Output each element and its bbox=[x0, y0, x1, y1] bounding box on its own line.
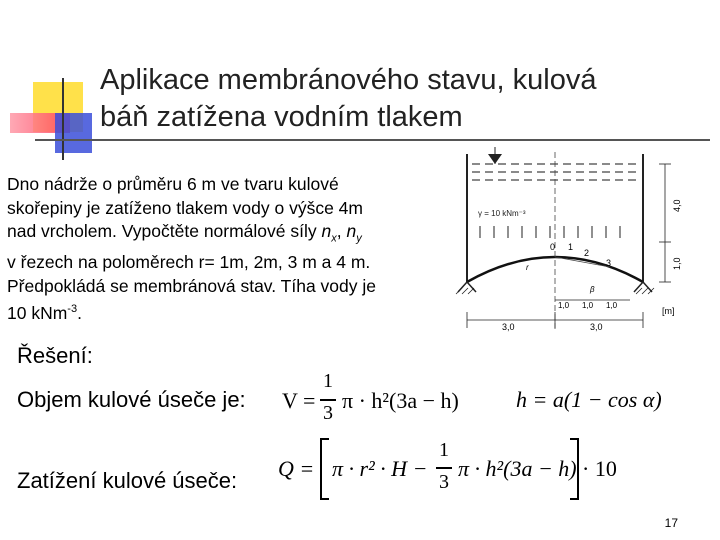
decor-horizontal-line bbox=[35, 139, 710, 141]
task-line-6-superscript: -3 bbox=[67, 303, 78, 315]
volume-fraction-numerator: 1 bbox=[323, 370, 333, 392]
ny-symbol bbox=[346, 221, 362, 245]
load-left-bracket bbox=[320, 438, 329, 500]
half-width-left-label: 3,0 bbox=[502, 322, 515, 332]
nx-base: n bbox=[321, 221, 332, 241]
task-line-5: Předpokládá se membránová stav. Tíha vody je bbox=[7, 275, 376, 296]
volume-fraction-denominator: 3 bbox=[323, 402, 333, 424]
page-number: 17 bbox=[664, 516, 678, 530]
slide-title bbox=[100, 62, 700, 136]
node-3: 3 bbox=[606, 258, 612, 268]
task-line-1: Dno nádrže o průměru 6 m ve tvaru kulové bbox=[7, 174, 339, 194]
task-text bbox=[7, 173, 447, 325]
pressure-arrows bbox=[480, 226, 620, 238]
ny-subscript: y bbox=[356, 232, 362, 245]
load-fraction-bar bbox=[436, 467, 452, 469]
load-formula bbox=[278, 440, 628, 500]
segment-1-label: 1,0 bbox=[558, 301, 570, 310]
node-0: 0 bbox=[550, 242, 556, 252]
beta-label: β bbox=[590, 285, 595, 294]
task-line-6 bbox=[7, 298, 447, 325]
node-2: 2 bbox=[584, 248, 590, 258]
gamma-label: γ = 10 kNm⁻³ bbox=[478, 209, 526, 218]
load-lhs: Q = bbox=[278, 456, 315, 481]
load-tail: · 10 bbox=[582, 456, 617, 481]
height-formula: h = a(1 − cos α) bbox=[516, 387, 662, 412]
segment-2-label: 1,0 bbox=[582, 301, 594, 310]
half-width-right-label: 3,0 bbox=[590, 322, 603, 332]
load-part-1: π · r² · H − bbox=[332, 456, 428, 481]
load-label: Zatížení kulové úseče: bbox=[17, 468, 238, 493]
volume-lhs: V = bbox=[282, 388, 316, 413]
load-part-2: π · h²(3a − h) bbox=[458, 456, 577, 481]
tank-diagram bbox=[440, 142, 700, 342]
title-line-1: Aplikace membránového stavu, kulová bbox=[100, 64, 597, 96]
unit-label: [m] bbox=[662, 306, 675, 316]
nx-symbol bbox=[321, 221, 337, 245]
r-label: r bbox=[526, 263, 529, 272]
task-line-2: skořepiny je zatíženo tlakem vody o výšce 4m bbox=[7, 197, 363, 218]
segment-3-label: 1,0 bbox=[606, 301, 618, 310]
load-right-bracket bbox=[570, 438, 579, 500]
task-line-6-end: . bbox=[77, 302, 82, 323]
volume-label: Objem kulové úseče je: bbox=[17, 387, 246, 412]
decor-vertical-line bbox=[62, 78, 64, 160]
height-dimension: 4,0 bbox=[672, 199, 682, 212]
task-line-3 bbox=[7, 220, 447, 251]
volume-rest: π · h²(3a − h) bbox=[342, 388, 459, 413]
task-line-4: v řezech na poloměrech r= 1m, 2m, 3 m a 4 m. bbox=[7, 252, 371, 272]
load-fraction-numerator: 1 bbox=[439, 439, 449, 461]
ny-base: n bbox=[346, 221, 357, 241]
load-fraction-denominator: 3 bbox=[439, 471, 449, 493]
nx-subscript: x bbox=[331, 232, 337, 245]
decor-blue-square bbox=[55, 113, 92, 153]
node-1: 1 bbox=[568, 242, 574, 252]
title-line-2: báň zatížena vodním tlakem bbox=[100, 101, 463, 133]
rise-dimension: 1,0 bbox=[672, 257, 682, 270]
volume-formula bbox=[282, 370, 482, 430]
task-line-6-text: 10 kNm bbox=[7, 302, 68, 323]
task-line-3-text: nad vrcholem. Vypočtěte normálové síly bbox=[7, 221, 322, 241]
task-separator: , bbox=[336, 221, 347, 241]
volume-fraction-bar bbox=[320, 399, 336, 401]
solution-label: Řešení: bbox=[17, 343, 93, 368]
